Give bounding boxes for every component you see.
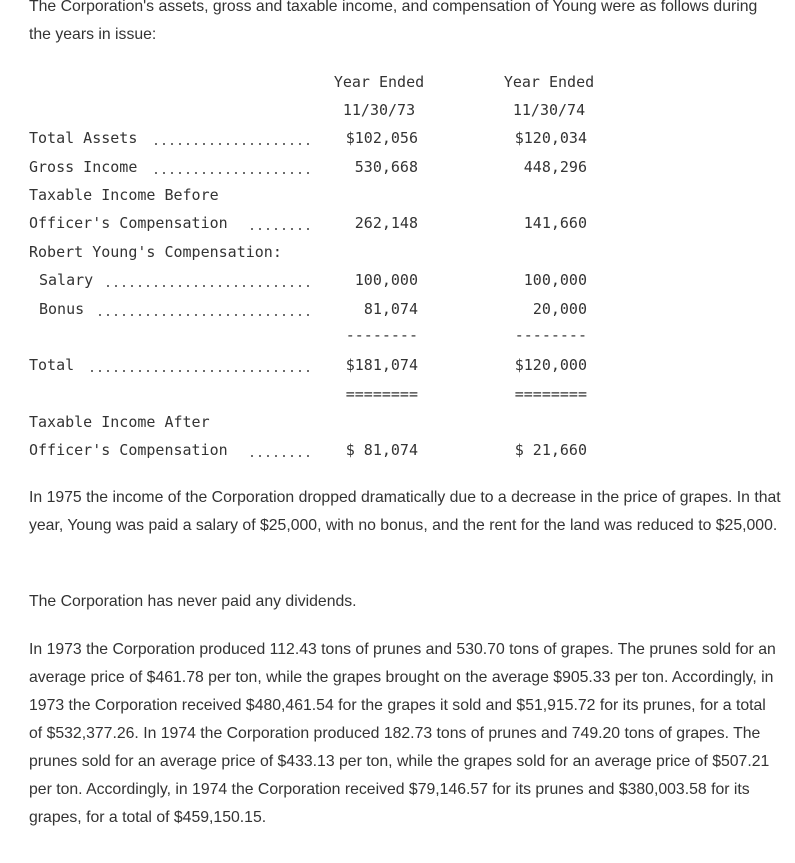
total-rule-1974: ======== [514, 385, 587, 403]
value-total-assets-1974: $120,034 [514, 129, 587, 147]
value-tia-1974: $ 21,660 [514, 441, 587, 459]
value-total-1973: $181,074 [345, 356, 418, 374]
header-col1-line2: 11/30/73 [342, 101, 416, 119]
value-tibo-1973: 262,148 [354, 214, 418, 232]
row-label-bonus: Bonus [39, 300, 85, 318]
dot-leader [152, 124, 312, 152]
value-bonus-1973: 81,074 [363, 300, 418, 318]
value-salary-1974: 100,000 [523, 271, 587, 289]
dot-leader [104, 266, 312, 294]
value-bonus-1974: 20,000 [532, 300, 587, 318]
paragraph-production: In 1973 the Corporation produced 112.43 tons of prunes and 530.70 tons of grapes. The prunes sold for an average price of $461.78 per ton, while the grapes brought on the average $905.33 per ton. Accordingly, in 1973 the Corporation received $480,461.54 for the grapes it sold and $51,915.72 for its prunes, for a total of $532,377.26. In 1974 the Corporation produced 182.73 tons of prunes and 749.20 tons of grapes. The prunes sold for an average price of $433.13 per ton, while the grapes sold for an average price of $507.21 per ton. Accordingly, in 1974 the Corporation received $79,146.57 for its prunes and $380,003.58 for its grapes, for a total of $459,150.15. [29, 641, 776, 826]
value-total-assets-1973: $102,056 [345, 129, 418, 147]
dot-leader [88, 351, 312, 379]
subtotal-rule-1973: -------- [345, 326, 418, 344]
dot-leader [248, 436, 312, 464]
value-tibo-1974: 141,660 [523, 214, 587, 232]
header-col2-line2: 11/30/74 [512, 101, 586, 119]
row-label-taxable-income-before: Taxable Income Before [29, 186, 219, 204]
row-label-taxable-income-after: Taxable Income After [29, 413, 210, 431]
dot-leader [152, 153, 312, 181]
paragraph-dividends: The Corporation has never paid any dividends. [29, 593, 357, 610]
value-salary-1973: 100,000 [354, 271, 418, 289]
row-label-officers-comp-before: Officer's Compensation [29, 214, 228, 232]
row-label-total: Total [29, 356, 75, 374]
row-label-young-compensation: Robert Young's Compensation: [29, 243, 282, 261]
value-total-1974: $120,000 [514, 356, 587, 374]
row-label-salary: Salary [39, 271, 94, 289]
value-tia-1973: $ 81,074 [345, 441, 418, 459]
subtotal-rule-1974: -------- [514, 326, 587, 344]
row-label-total-assets: Total Assets [29, 129, 138, 147]
header-col2-line1: Year Ended [503, 73, 595, 91]
intro-paragraph: The Corporation's assets, gross and taxable income, and compensation of Young were as follows during the years in issue: [29, 0, 758, 43]
row-label-gross-income: Gross Income [29, 158, 138, 176]
dot-leader [248, 209, 312, 237]
total-rule-1973: ======== [345, 385, 418, 403]
dot-leader [96, 295, 312, 323]
value-gross-income-1974: 448,296 [523, 158, 587, 176]
value-gross-income-1973: 530,668 [354, 158, 418, 176]
paragraph-1975-income: In 1975 the income of the Corporation dropped dramatically due to a decrease in the price of grapes. In that year, Young was paid a salary of $25,000, with no bonus, and the rent for the land was reduced to $25,000. [29, 489, 781, 534]
row-label-officers-comp-after: Officer's Compensation [29, 441, 228, 459]
header-col1-line1: Year Ended [333, 73, 425, 91]
